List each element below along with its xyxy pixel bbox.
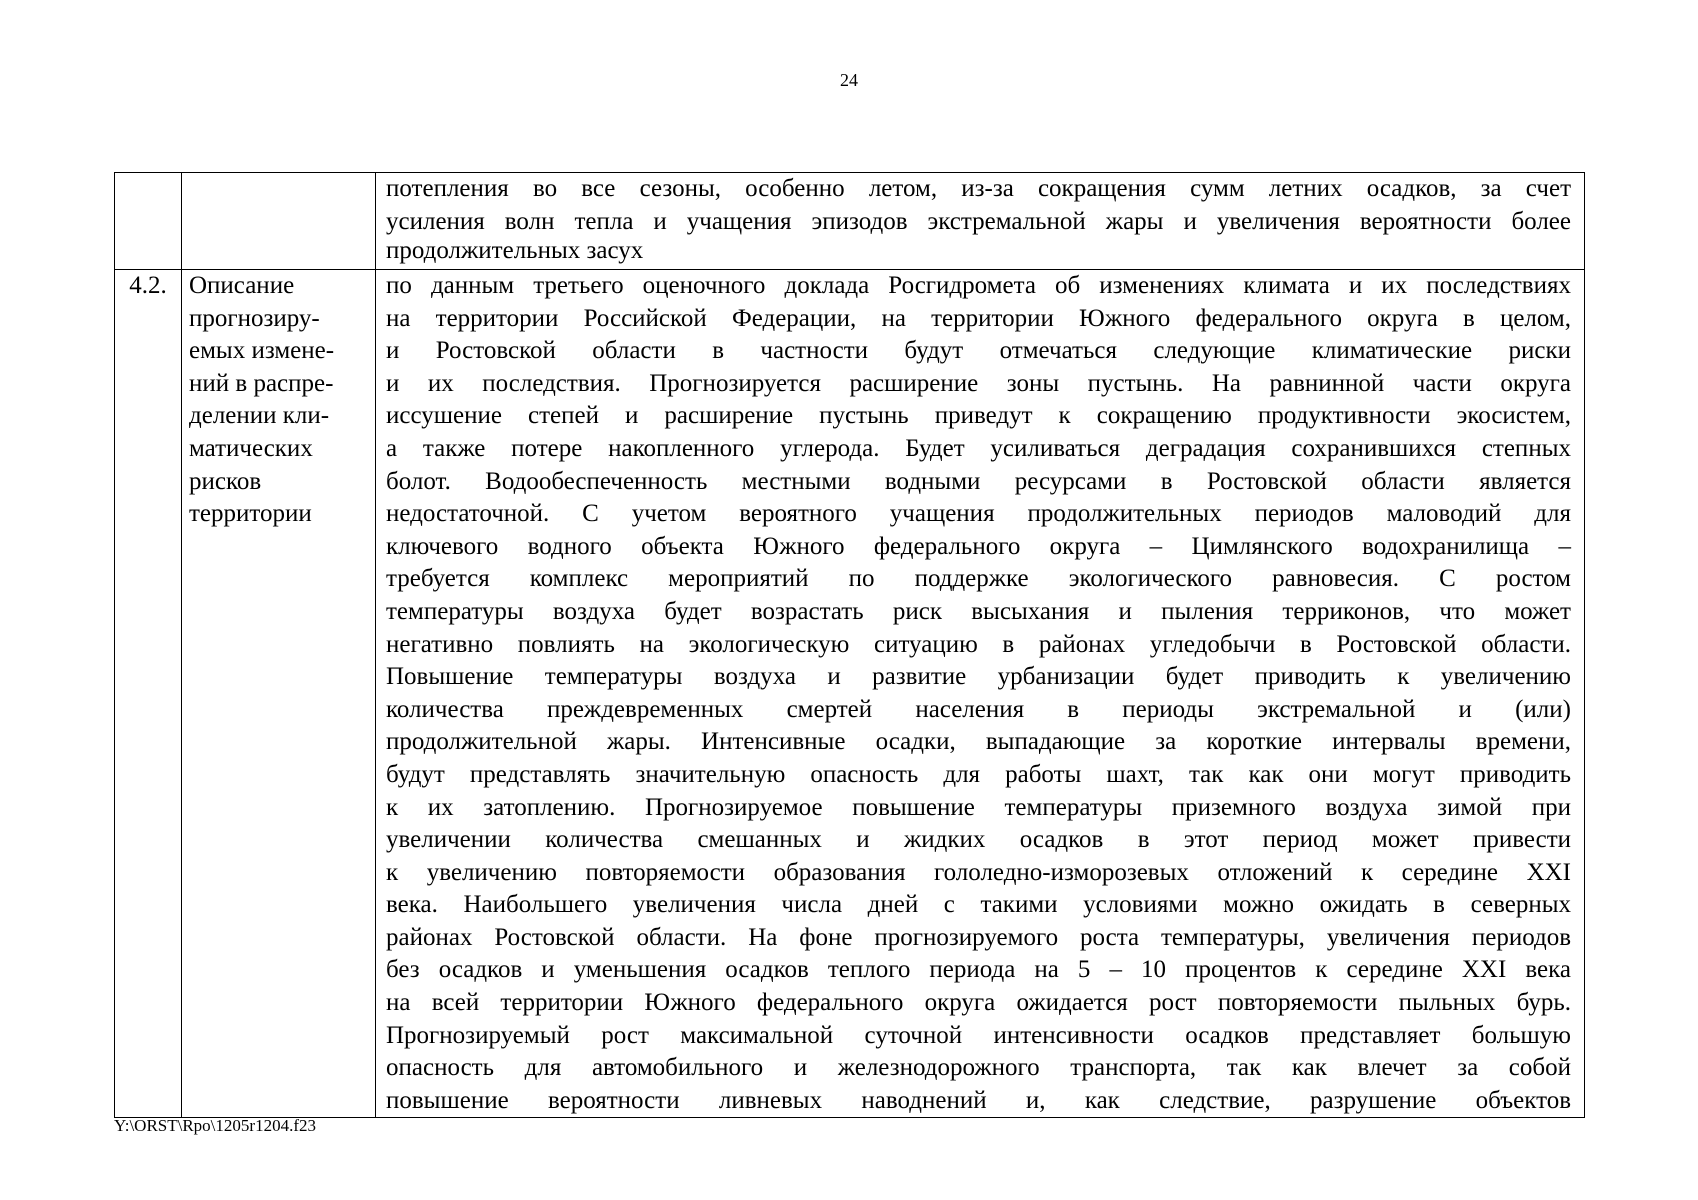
text-line: Повышение температуры воздуха и развитие урбанизации будет приводить к увеличению xyxy=(386,663,1571,691)
text-line: к их затоплению. Прогнозируемое повышение температуры приземного воздуха зимой при xyxy=(386,793,1571,821)
text-line: потепления во все сезоны, особенно летом, из-за сокращения сумм летних осадков, за счет xyxy=(386,175,1571,202)
text-line: опасность для автомобильного и железнодорожного транспорта, так как влечет за собой xyxy=(386,1054,1571,1082)
table-row-continuation xyxy=(115,173,1585,270)
title-line: ний в распре- xyxy=(189,369,334,397)
row-title-cell xyxy=(182,270,376,1118)
text-line: ключевого водного объекта Южного федерального округа – Цимлянского водохранилища – xyxy=(386,532,1571,560)
text-line: недостаточной. С учетом вероятного учащения продолжительных периодов маловодий для xyxy=(386,500,1571,528)
page-number: 24 xyxy=(840,70,858,90)
text-line: на территории Российской Федерации, на территории Южного федерального округа в целом, xyxy=(386,304,1571,332)
title-line: делении кли- xyxy=(189,402,330,430)
text-line: без осадков и уменьшения осадков теплого периода на 5 – 10 процентов к середине XXI века xyxy=(386,956,1571,984)
text-line: негативно повлиять на экологическую ситуацию в районах угледобычи в Ростовской области. xyxy=(386,630,1571,658)
row-text-cell xyxy=(376,173,1585,270)
title-line: рисков xyxy=(189,467,262,495)
row-text-cell xyxy=(376,270,1585,1118)
title-line: матических xyxy=(189,434,313,462)
title-line: прогнозиру- xyxy=(189,304,320,332)
text-line: по данным третьего оценочного доклада Росгидромета об изменениях климата и их последствиях xyxy=(386,272,1571,299)
climate-risk-table xyxy=(114,172,1585,1118)
text-line: на всей территории Южного федерального округа ожидается рост повторяемости пыльных бурь. xyxy=(386,989,1571,1017)
text-line: века. Наибольшего увеличения числа дней с такими условиями можно ожидать в северных xyxy=(386,891,1571,919)
text-line: болот. Водообеспеченность местными водными ресурсами в Ростовской области является xyxy=(386,467,1571,495)
text-line: к увеличению повторяемости образования гололедно-изморозевых отложений к середине XXI xyxy=(386,858,1571,886)
text-line: иссушение степей и расширение пустынь приведут к сокращению продуктивности экосистем, xyxy=(386,402,1571,430)
text-line: увеличении количества смешанных и жидких осадков в этот период может привести xyxy=(386,826,1571,854)
text-line: температуры воздуха будет возрастать риск высыхания и пыления терриконов, что может xyxy=(386,597,1571,625)
text-line: количества преждевременных смертей населения в периоды экстремальной и (или) xyxy=(386,695,1571,723)
title-line: емых измене- xyxy=(189,337,335,365)
text-line: продолжительных засух xyxy=(386,237,644,265)
text-line: Прогнозируемый рост максимальной суточной интенсивности осадков представляет большую xyxy=(386,1021,1571,1049)
text-line: и Ростовской области в частности будут отмечаться следующие климатические риски xyxy=(386,337,1571,365)
text-line: требуется комплекс мероприятий по поддержке экологического равновесия. С ростом xyxy=(386,565,1571,593)
title-line: Описание xyxy=(189,272,295,299)
text-line: повышение вероятности ливневых наводнений и, как следствие, разрушение объектов xyxy=(386,1086,1571,1114)
row-title-cell xyxy=(182,173,376,270)
text-line: и их последствия. Прогнозируется расширение зоны пустынь. На равнинной части округа xyxy=(386,369,1571,397)
text-line: продолжительной жары. Интенсивные осадки, выпадающие за короткие интервалы времени, xyxy=(386,728,1571,756)
row-number-cell: 4.2. xyxy=(115,270,182,1118)
text-line: усиления волн тепла и учащения эпизодов экстремальной жары и увеличения вероятности более xyxy=(386,207,1571,235)
title-line: территории xyxy=(189,500,312,528)
footer-file-path: Y:\ORST\Rpo\1205r1204.f23 xyxy=(114,1116,316,1135)
text-line: будут представлять значительную опасность для работы шахт, так как они могут приводить xyxy=(386,760,1571,788)
text-line: а также потере накопленного углерода. Будет усиливаться деградация сохранившихся степных xyxy=(386,434,1571,462)
table-row-section-4-2 xyxy=(115,270,1585,1118)
text-line: районах Ростовской области. На фоне прогнозируемого роста температуры, увеличения периодов xyxy=(386,923,1571,951)
row-number-cell xyxy=(115,173,182,270)
